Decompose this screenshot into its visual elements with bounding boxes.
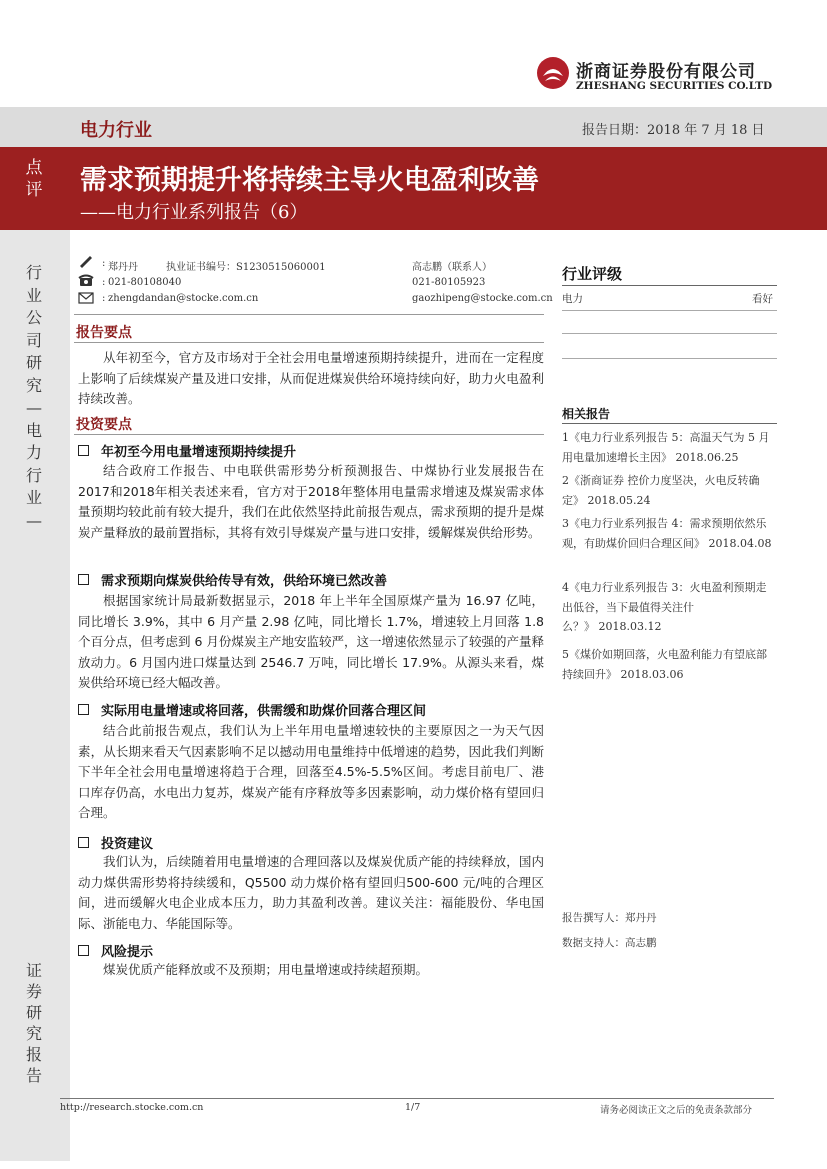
rating-sector: 电力 [562,293,583,305]
pen-icon [78,254,94,268]
points-heading: 投资要点 [76,417,132,433]
bullet-4-text: 我们认为，后续随着用电量增速的合理回落以及煤炭优质产能的持续释放，国内动力煤供需形势将持续缓和，Q5500 动力煤价格有望回归500-600 元/吨的合理区间，进而缓解火电企业成本压力，助力其盈利改善。建议关注：福能股份、华电国际、浙能电力、华能国际等。 [78,854,544,931]
page-number: 1/7 [405,1102,421,1113]
bullet-3-title: 实际用电量增速或将回落，供需缓和助煤价回落合理区间 [78,700,426,719]
related-item[interactable]: 1《电力行业系列报告 5：高温天气为 5 月用电量加速增长主因》 2018.06.25 [562,431,770,464]
report-date: 报告日期：2018 年 7 月 18 日 [582,123,765,138]
analyst-2-phone: 021-80105923 [412,277,486,288]
divider [562,310,777,311]
footer-url[interactable]: http://research.stocke.com.cn [60,1102,204,1113]
analyst-1-cert: 执业证书编号：S1230515060001 [166,262,326,273]
divider [562,358,777,359]
industry-label: 电力行业 [80,120,152,141]
analyst-1-phone: 021-80108040 [108,277,182,288]
checkbox-icon [78,704,89,715]
summary-heading: 报告要点 [76,325,132,341]
related-item[interactable]: 2《浙商证券 控价力度坚决，火电反转确定》 2018.05.24 [562,474,760,507]
report-title: 需求预期提升将持续主导火电盈利改善 [80,165,539,196]
checkbox-icon [78,945,89,956]
rating-title: 行业评级 [562,265,623,283]
support-label: 数据支持人：高志鹏 [562,937,657,949]
related-item[interactable]: 5《煤价如期回落，火电盈利能力有望底部持续回升》 2018.03.06 [562,648,767,681]
related-item[interactable]: 3《电力行业系列报告 4：需求预期依然乐观，有助煤价回归合理区间》 2018.04.08 [562,517,772,550]
bullet-2-text: 根据国家统计局最新数据显示，2018 年上半年全国原煤产量为 16.97 亿吨，同比增长 3.9%，其中 6 月产量 2.98 亿吨，同比增长 1.7%，增速较上月回落 1.8 个百分点，但考虑到 6 月份煤炭主产地安监较严，这一增速依然显示了较强的产量释放动力。6 月国内进口煤量达到 2546.7 万吨，同比增长 17.9%。从源头来看，煤炭供给环境已经大幅改善。 [78,593,544,690]
side-label-category: 行业公司研究—电力行业— [25,263,42,530]
report-subtitle: ——电力行业系列报告（6） [80,202,308,223]
bullet-5-text: 煤炭优质产能释放或不及预期；用电量增速或持续超预期。 [103,962,429,977]
company-logo [536,56,570,90]
divider [74,434,544,435]
checkbox-icon [78,574,89,585]
mail-icon [78,291,94,305]
related-item[interactable]: 4《电力行业系列报告 3：火电盈利预期走出低谷，当下最值得关注什么？》 2018.03.12 [562,581,767,633]
analyst-2-email[interactable]: gaozhipeng@stocke.com.cn [412,293,553,304]
company-name-en: ZHESHANG SECURITIES CO.LTD [576,80,773,92]
divider [74,342,544,343]
side-label-report-type: 证券研究报告 [25,961,42,1085]
summary-text: 从年初至今，官方及市场对于全社会用电量增速预期持续提升，进而在一定程度上影响了后续煤炭产量及进口安排，从而促进煤炭供给环境持续向好，助力火电盈利持续改善。 [78,350,544,406]
footer-divider [60,1098,774,1099]
divider [562,285,777,286]
phone-icon [78,273,94,287]
divider [562,333,777,334]
analyst-2-name: 高志鹏（联系人） [412,262,492,273]
checkbox-icon [78,837,89,848]
divider [74,314,544,315]
bullet-1-title: 年初至今用电量增速预期持续提升 [78,441,296,460]
company-name-cn: 浙商证券股份有限公司 [576,62,756,82]
analyst-1-name: 郑丹丹 [108,262,138,273]
side-label-dianping: 点评 [25,158,43,200]
footer-disclaimer: 请务必阅读正文之后的免责条款部分 [600,1105,753,1116]
author-label: 报告撰写人：郑丹丹 [562,912,657,924]
bullet-1-text: 结合政府工作报告、中电联供需形势分析预测报告、中煤协行业发展报告在2017和2018年相关表述来看，官方对于2018年整体用电量需求增速及煤炭需求体量预期均较此前有较大提升，我们在此依然坚持此前报告观点，需求预期的提升是煤炭产量释放的最前置指标，其将有效引导煤炭产量与进口安排，缓解煤炭供给形势。 [78,463,544,540]
bullet-5-title: 风险提示 [78,941,153,960]
checkbox-icon [78,445,89,456]
bullet-4-title: 投资建议 [78,833,153,852]
related-title: 相关报告 [562,407,611,421]
bullet-3-text: 结合此前报告观点，我们认为上半年用电量增速较快的主要原因之一为天气因素，从长期来看天气因素影响不足以撼动用电量维持中低增速的趋势，因此我们判断下半年全社会用电量增速将趋于合理，回落至4.5%-5.5%区间。考虑目前电厂、港口库存仍高，水电出力复苏，煤炭产能有序释放等多因素影响，动力煤价格有望回归合理。 [78,723,544,820]
analyst-1-label: : [102,258,106,269]
divider [562,423,777,424]
bullet-2-title: 需求预期向煤炭供给传导有效，供给环境已然改善 [78,570,387,589]
analyst-1-email[interactable]: zhengdandan@stocke.com.cn [108,293,259,304]
rating-value: 看好 [752,293,773,305]
